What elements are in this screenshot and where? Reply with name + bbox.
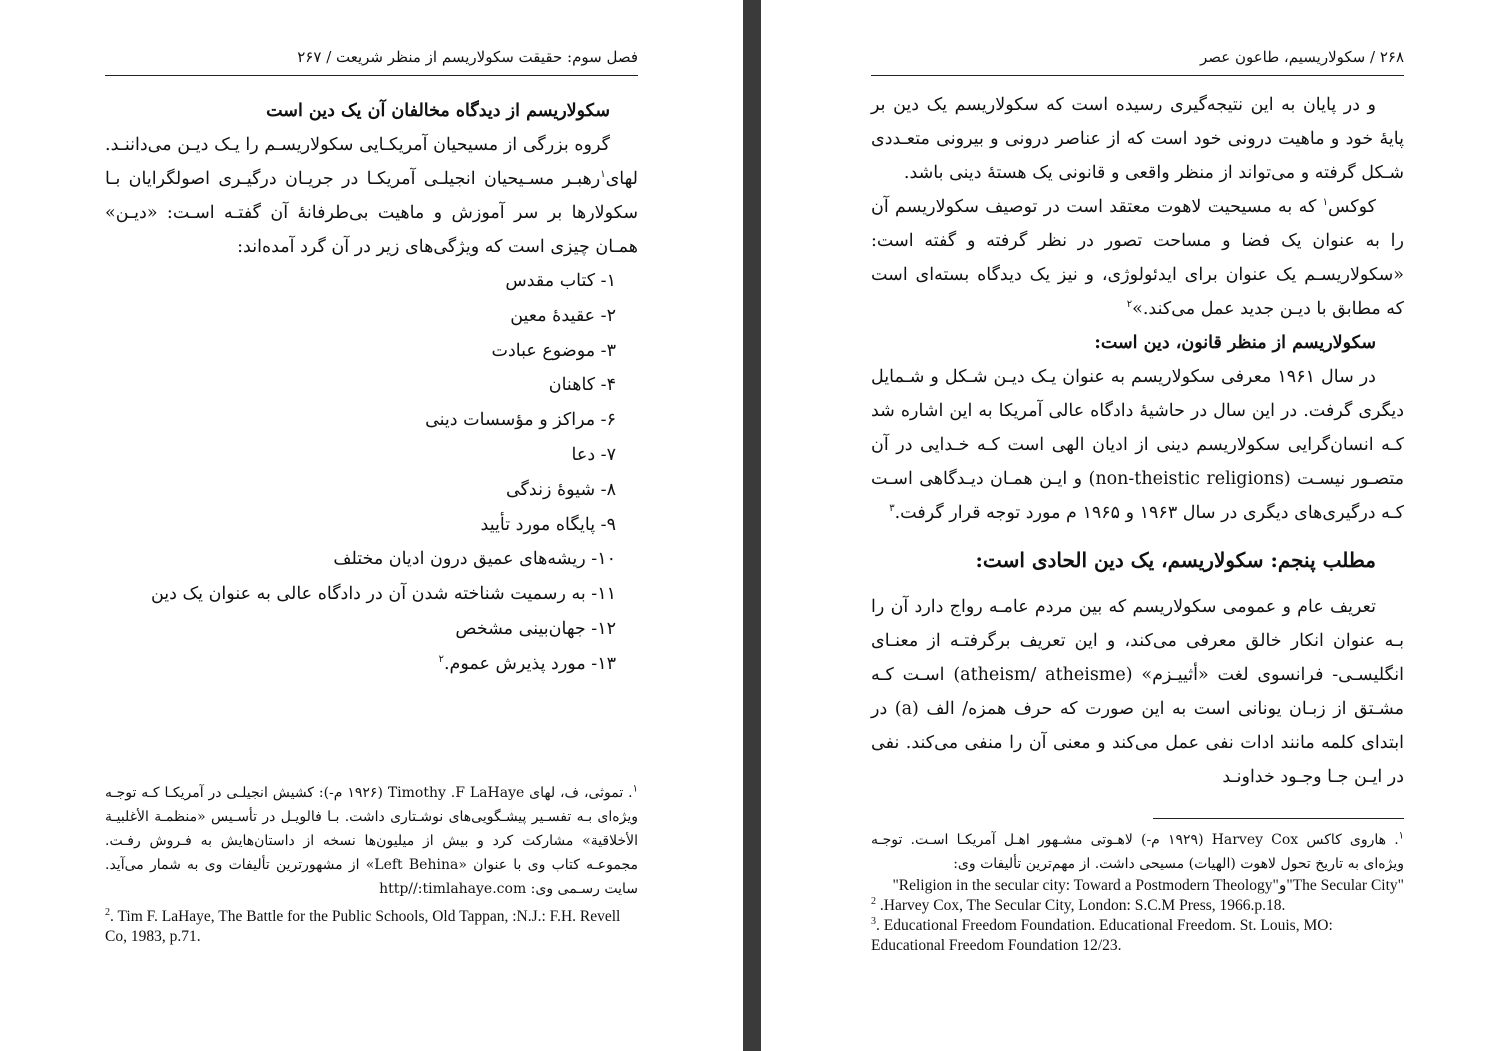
footnote-3 (871, 916, 1404, 956)
footnote-2 (105, 907, 638, 947)
left-footnotes (105, 781, 638, 947)
footnote-1 (105, 781, 638, 901)
left-page-header: فصل سوم: حقیقت سکولاریسم از منظر شریعت / ۲۶۷ (297, 48, 638, 66)
paragraph: و در پایان به این نتیجه‌گیری رسیده است که سکولاریسم یک دین بر پایۀ خود و ماهیت درونی خود است که از عناصر درونی و بیرونی متعـددی شـکل گرفته و می‌تواند از منظر واقعی و قانونی یک هستۀ دینی باشد. (871, 95, 1404, 183)
section-heading: مطلب پنجم: سکولاریسم، یک دین الحادی است: (975, 548, 1376, 572)
paragraph (871, 360, 1404, 530)
footnote-ref: ۱ (600, 169, 606, 181)
paragraph (871, 190, 1404, 326)
characteristics-list (105, 264, 638, 682)
footnote-mark: ۱ (632, 783, 639, 795)
cox-name: کوکس (1327, 197, 1376, 217)
list-item: ۸- شیوۀ زندگی (505, 479, 616, 500)
footnote-ref: ۲ (1126, 299, 1133, 311)
footnote-mark: 3 (871, 915, 876, 927)
section-heading: سکولاریسم از منظر قانون، دین است: (1094, 333, 1376, 353)
list-item (105, 647, 616, 682)
footnote-1-titles: "Religion in the secular city: Toward a Postmodern Theology"و"The Secular City" (892, 877, 1404, 894)
footnote-3-text: . Educational Freedom Foundation. Educational Freedom. St. Louis, MO: Educational Freedom Foundation 12/23. (871, 917, 1333, 954)
intro-text-1: گروه بزرگی از مسیحیان آمریکـایی سکولاریسـم را یـک دیـن می‌داننـد. لهای (105, 135, 638, 189)
footnote-1-text: . هاروی کاکس Harvey Cox (۱۹۲۹ م-) لاهـوتی مشـهور اهـل آمریکـا اسـت. توجـه ویژه‌ای به تاریخ تحول لاهوت (الهیات) مسیحی داشت. از مهم‌ترین تألیفات وی: (871, 832, 1404, 872)
right-page-body (871, 88, 1404, 794)
list-item: ۹- پایگاه مورد تأیید (480, 514, 616, 535)
footnote-mark: ۱ (1398, 830, 1405, 842)
list-item: ۱۲- جهان‌بینی مشخص (455, 618, 616, 639)
footnote-2-text: .Harvey Cox, The Secular City, London: S.C.M Press, 1966.p.18. (876, 897, 1286, 914)
list-item: ۴- کاهنان (548, 375, 616, 396)
list-item: ۳- موضوع عبادت (491, 340, 616, 361)
list-item: ۶- مراکز و مؤسسات دینی (425, 410, 616, 431)
list-item: ۱۰- ریشه‌های عمیق درون ادیان مختلف (333, 549, 616, 570)
list-item-text: ۱۳- مورد پذیرش عموم. (443, 653, 616, 674)
list-item: ۱۱- به رسمیت شناخته شدن آن در دادگاه عالی به عنوان یک دین (150, 584, 616, 605)
list-item: ۷- دعا (571, 444, 616, 465)
left-page-body (105, 94, 638, 682)
paragraph-text: که به مسیحیت لاهوت معتقد است در توصیف سکولاریسم آن را به عنوان یک فضا و مساحت تصور در نظر گرفته و گفته است: «سکولاریسـم یک عنوان برای ایدئولوژی، و نیز یک دیدگاه بسته‌ای است که مطابق با دیـن جدید عمل می‌کند.» (871, 197, 1404, 319)
footnote-2 (871, 896, 1404, 916)
right-page-header: ۲۶۸ / سکولاریسیم، طاعون عصر (1199, 48, 1404, 66)
header-rule (105, 75, 638, 76)
section-title: سکولاریسم از دیدگاه مخالفان آن یک دین است (266, 101, 610, 121)
footnote-ref: ۳ (889, 503, 895, 515)
footnote-2-text: . Tim F. LaHaye, The Battle for the Public Schools, Old Tappan, :N.J.: F.H. Revell Co, 1983, p.71. (105, 908, 621, 945)
footnote-rule (1153, 818, 1404, 819)
footnote-mark: 2 (871, 895, 876, 907)
book-gutter (743, 0, 761, 1051)
right-footnotes (871, 828, 1404, 956)
footnote-1 (871, 828, 1404, 876)
header-rule (871, 75, 1404, 76)
footnote-1-text: . تموثی، ف، لهای Timothy .F LaHaye (۱۹۲۶ م-): کشیش انجیلـی در آمریکـا کـه توجـه ویژه‌ای بـه تفسـیر پیشـگویی‌های نوشـتاری داشت. بـا فالویـل در تأسـیس «منظمـة الأغلبیـة الأخلاقیة» مشارکت کرد و بیش از میلیون‌ها نسخه از داستان‌هایش به فـروش رفـت. مجموعـه کتاب وی با عنوان «Left Behina» از مشهورترین تألیفات وی به شمار می‌آید. سایت رسـمی وی: http//:timlahaye.com (105, 785, 638, 897)
paragraph: تعریف عام و عمومی سکولاریسم که بین مردم عامـه رواج دارد آن را بـه عنوان انکار خالق معرفی می‌کند، و این تعریف برگرفتـه از معنـای انگلیسـی- فرانسوی لغت «أثییـزم» (atheism/ atheisme) اسـت کـه مشـتق از زبـان یونانی است به این صورت که حرف همزه/ الف (a) در ابتدای کلمه مانند ادات نفی عمل می‌کند و معنی آن را منفی می‌کند. نفی در ایـن جـا وجـود خداونـد (871, 597, 1404, 787)
left-page (0, 0, 743, 1051)
intro-text-2: رهبـر مسـیحیان انجیلـی آمریکـا در جریـان درگیـری اصولگرایان بـا سکولارها بر سر آموزش و ماهیت بی‌طرفانۀ آن گفتـه اسـت: «دیـن» همـان چیزی است که ویژگی‌های زیر در آن گرد آمده‌اند: (105, 169, 638, 257)
footnote-mark: 2 (105, 906, 110, 918)
right-page (761, 0, 1503, 1051)
list-item: ۲- عقیدۀ معین (510, 305, 616, 326)
footnote-ref: ۱ (1322, 197, 1328, 209)
list-item: ۱- کتاب مقدس (505, 271, 616, 291)
footnote-ref: ۲ (438, 653, 444, 665)
paragraph-text: در سال ۱۹۶۱ معرفی سکولاریسم به عنوان یـک دیـن شـکل و شـمایل دیگری گرفت. در این سال در حاشیۀ دادگاه عالی آمریکا به این اشاره شد کـه انسان‌گرایی سکولاریسم دینی از ادیان الهی است کـه خـدایی در آن متصـور نیسـت (non-theistic religions) و ایـن همـان دیـدگاهی اسـت کـه درگیری‌های دیگری در سال ۱۹۶۳ و ۱۹۶۵ م مورد توجه قرار گرفت. (871, 367, 1404, 523)
intro-paragraph (105, 128, 638, 264)
